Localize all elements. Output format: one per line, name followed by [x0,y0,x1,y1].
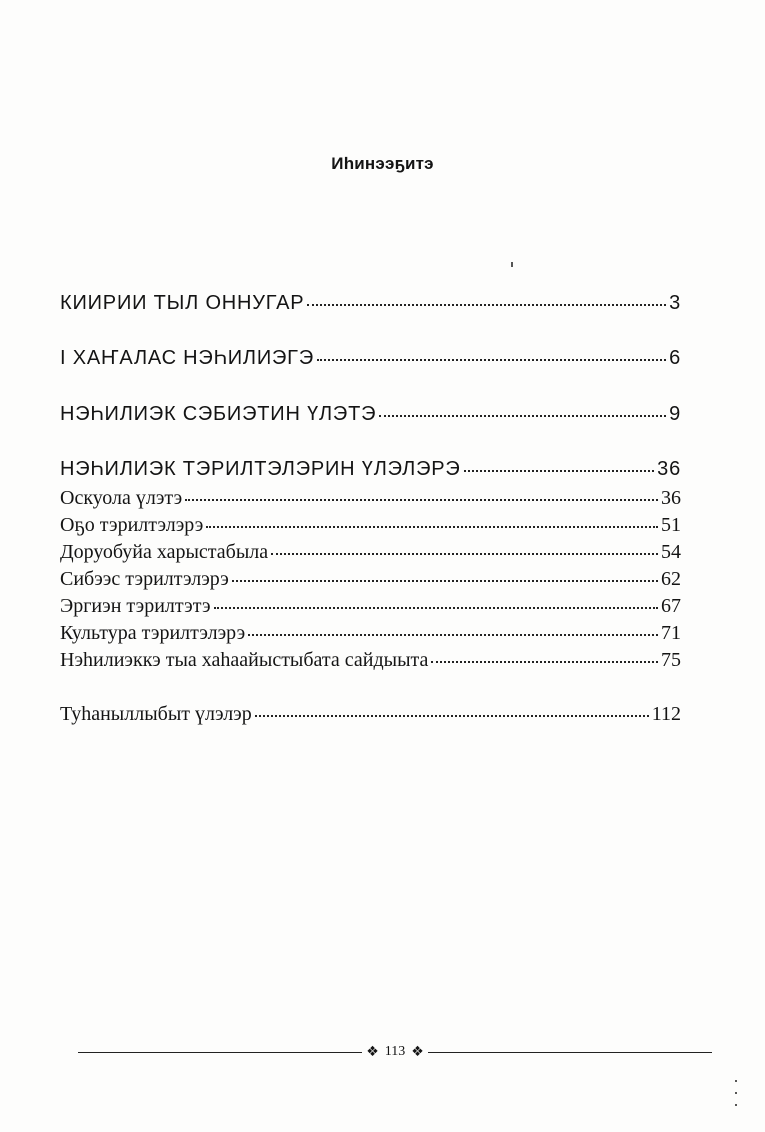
toc-entry-page: 67 [661,595,681,617]
toc-entry-page: 75 [661,649,681,671]
footer-rule-right [428,1052,712,1053]
toc-entry-label: КИИРИИ ТЫЛ ОННУГАР [60,292,305,314]
dot-leader [431,661,658,663]
dot-leader [464,470,655,472]
toc-entry-label: НЭҺИЛИЭК ТЭРИЛТЭЛЭРИН ҮЛЭЛЭРЭ [60,458,461,480]
toc-entry-page: 3 [669,292,681,314]
dot-leader [307,304,666,306]
toc-entry-label: Оҕо тэрилтэлэрэ [60,514,204,536]
page-footer [78,1040,712,1064]
print-speck [735,1092,737,1094]
toc-entry-council[interactable] [60,403,681,426]
toc-entry-references[interactable] [60,703,681,726]
toc-entry-label: Туһаныллыбыт үлэлэр [60,703,252,725]
toc-entry-label: Нэһилиэккэ тыа хаһаайыстыбата сайдыыта [60,649,429,671]
dot-leader [379,415,666,417]
dot-leader [185,499,658,501]
toc-entry-label: I ХАҤАЛАС НЭҺИЛИЭГЭ [60,347,314,369]
toc-entry-page: 36 [657,458,681,480]
page-title: Иһинээҕитэ [331,154,434,173]
toc-entry-page: 36 [661,487,681,509]
page-number: 113 [384,1044,406,1059]
toc-subentry[interactable] [60,514,681,537]
toc-entry-khangalas[interactable] [60,347,681,370]
dot-leader [232,580,658,582]
toc-subentry[interactable] [60,622,681,645]
dot-leader [248,634,658,636]
dot-leader [214,607,658,609]
dot-leader [206,526,658,528]
toc-subentry[interactable] [60,541,681,564]
toc-subentry[interactable] [60,487,681,510]
toc-entry-page: 71 [661,622,681,644]
toc-entry-label: Доруобуйа харыстабыла [60,541,269,563]
toc-entry-label: НЭҺИЛИЭК СЭБИЭТИН ҮЛЭТЭ [60,403,377,425]
toc-entry-page: 62 [661,568,681,590]
toc-entry-label: Оскуола үлэтэ [60,487,183,509]
toc-entry-label: Культура тэрилтэлэрэ [60,622,246,644]
toc-entry-page: 9 [669,403,681,425]
toc-entry-page: 54 [661,541,681,563]
print-speck [735,1080,737,1082]
ornament-icon-left: ❖ [366,1044,379,1060]
footer-rule-left [78,1052,362,1053]
toc-entry-page: 51 [661,514,681,536]
toc-subentry[interactable] [60,649,681,672]
print-speck [735,1104,737,1106]
dot-leader [271,553,658,555]
toc-subentry[interactable] [60,595,681,618]
dot-leader [317,359,666,361]
toc-entry-organizations[interactable] [60,458,681,481]
dot-leader [255,715,649,717]
print-speck [511,262,513,267]
toc-subentry[interactable] [60,568,681,591]
toc-entry-introduction[interactable] [60,292,681,315]
ornament-icon-right: ❖ [411,1044,424,1060]
toc-entry-label: Сибээс тэрилтэлэрэ [60,568,229,590]
toc-entry-label: Эргиэн тэрилтэтэ [60,595,211,617]
toc-entry-page: 6 [669,347,681,369]
toc-entry-page: 112 [651,703,681,725]
